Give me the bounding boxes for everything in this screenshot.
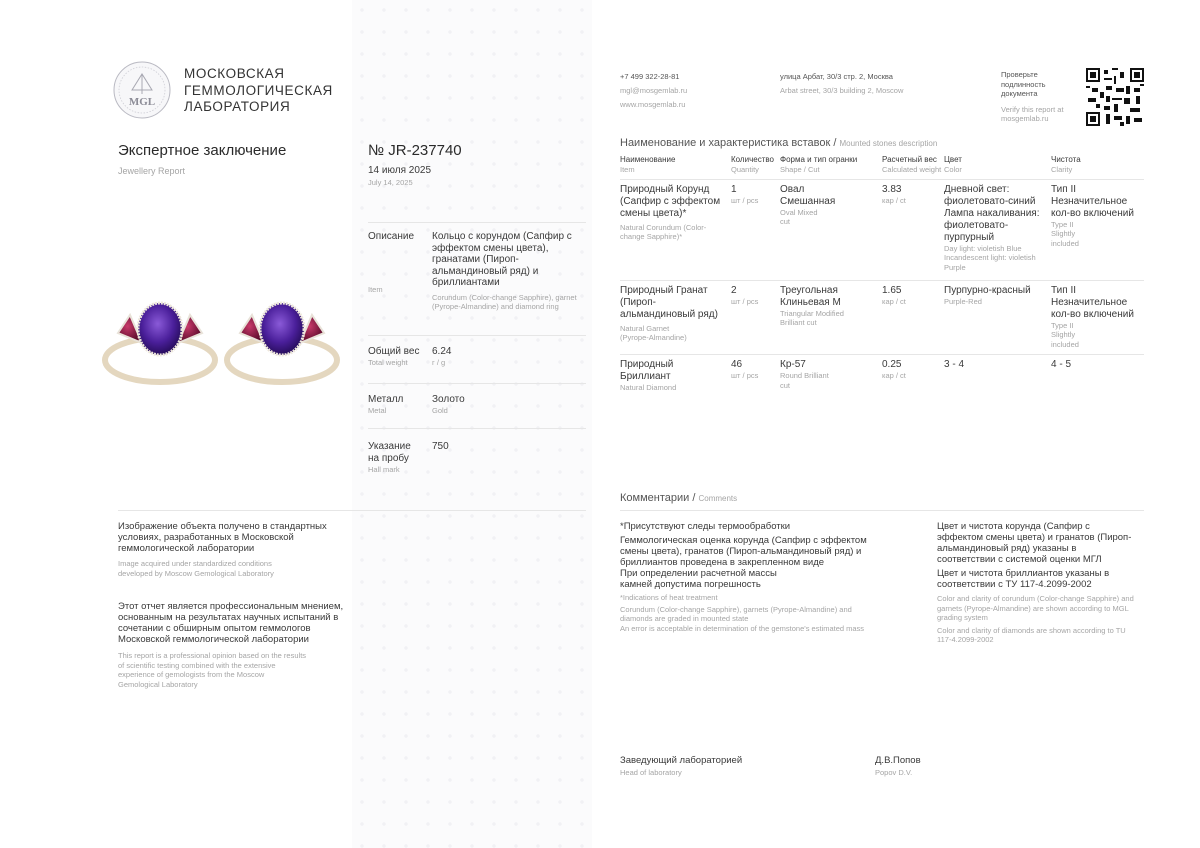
stone-qty: 1 (731, 183, 737, 195)
comment-text: Цвет и чистота корунда (Сапфир с эффектом смены цвета) и гранатов (Пироп-альмандиновый ряд) указаны в соответствии с системой оценки МГЛ (937, 521, 1132, 565)
property-row-weight (368, 335, 586, 383)
column-header: Форма и тип огранки Shape / Cut (780, 155, 882, 179)
comments-right (937, 521, 1137, 645)
disclaimer-text-en: Image acquired under standardized conditions developed by Moscow Gemological Laboratory (118, 559, 274, 578)
address-en: Arbat street, 30/3 building 2, Moscow (780, 86, 904, 95)
lab-name-line: МОСКОВСКАЯ (184, 66, 285, 81)
stone-name: Природный Бриллиант (620, 359, 674, 382)
stone-clarity: Тип II Незначительное кол-во включений (1051, 183, 1134, 219)
report-date: 14 июля 2025 (368, 165, 432, 176)
stone-color-en: Purple-Red (944, 296, 982, 306)
role-ru: Заведующий лабораторией (620, 755, 743, 766)
report-title: Экспертное заключение (118, 142, 287, 159)
property-label: Общий вес (368, 346, 420, 357)
comments-title-en: Comments (698, 494, 738, 503)
stone-cut-en: Oval Mixed cut (780, 207, 818, 226)
role-en: Head of laboratory (620, 768, 682, 777)
stone-color-en: Day light: violetish Blue Incandescent light: violetish Purple (944, 243, 1036, 272)
verify-en: Verify this report at mosgemlab.ru (1001, 104, 1064, 123)
logo-abbr: MGL (128, 96, 156, 108)
column-header: Чистота Clarity (1051, 155, 1144, 179)
stones-title-en: Mounted stones description (839, 139, 938, 148)
disclaimer-image (118, 521, 340, 578)
lab-name-line: ЛАБОРАТОРИЯ (184, 99, 291, 114)
comment-text-en: An error is acceptable in determination of the gemstone's estimated mass (620, 623, 865, 633)
signature-name (875, 755, 921, 778)
stone-name-en: Natural Garnet (Pyrope-Almandine) (620, 323, 687, 342)
property-label: Указание на пробу (368, 441, 411, 464)
column-header: Цвет Color (944, 155, 1051, 179)
table-row: Природный Корунд (Сапфир с эффектом смены цвета)* Natural Corundum (Color-change Sapphire)* 1 шт / pcs Овал Смешанная Oval Mixed cut 3.83 кар / ct Дневной свет: фиолетовато-синий Лампа накаливания: фиолетовато-пурпурный Day light: violetish Blue Incandescent light: violetish Purple Тип II Незначительное кол-во включений Type II Slightly included (620, 179, 1144, 280)
comment-text: При определении расчетной массы камней допустима погрешность (620, 568, 777, 590)
name-ru: Д.В.Попов (875, 755, 921, 766)
divider (620, 510, 1144, 511)
stone-cut-en: Round Brilliant cut (780, 371, 829, 390)
stone-clarity: 4 - 5 (1051, 359, 1072, 370)
table-row: Природный Бриллиант Natural Diamond 46 шт / pcs Кр-57 Round Brilliant cut 0.25 кар / ct 3 - 4 4 - 5 (620, 355, 1144, 398)
stone-qty: 2 (731, 284, 737, 296)
stone-color: Пурпурно-красный (944, 284, 1031, 296)
report-title-en: Jewellery Report (118, 166, 186, 176)
lab-name (184, 66, 333, 116)
property-label: Описание (368, 231, 415, 242)
comment-text: *Присутствуют следы термообработки (620, 521, 791, 532)
property-value-en: Gold (432, 406, 448, 415)
comment-text-en: Color and clarity of diamonds are shown according to TU 117-4.2099-2002 (937, 625, 1126, 644)
property-value-en: Corundum (Color-change Sapphire), garnet (Pyrope-Almandine) and diamond ring (432, 292, 577, 311)
property-label-en: Total weight (368, 358, 408, 367)
property-label: Металл (368, 394, 404, 405)
stone-cut: Овал Смешанная (780, 183, 836, 207)
stone-weight: 3.83 (882, 183, 902, 195)
stones-section-title (620, 137, 937, 149)
contacts-block (620, 70, 687, 112)
lab-name-line: ГЕММОЛОГИЧЕСКАЯ (184, 82, 333, 98)
stone-cut: Треугольная Клиньевая М (780, 284, 841, 308)
number-value: JR-237740 (388, 142, 462, 159)
stones-title-ru: Наименование и характеристика вставок / (620, 137, 837, 149)
column-header: Наименование Item (620, 155, 731, 179)
property-row-description (368, 222, 586, 332)
name-en: Popov D.V. (875, 768, 913, 777)
stone-name-en: Natural Corundum (Color-change Sapphire)* (620, 222, 707, 241)
column-header: Количество Quantity (731, 155, 780, 179)
verify-block (1001, 70, 1071, 124)
comment-text-en: Corundum (Color-change Sapphire), garnets (Pyrope-Almandine) and diamonds are graded in mounted state (620, 604, 852, 623)
table-header-row (620, 155, 1144, 179)
comment-text: Цвет и чистота бриллиантов указаны в соответствии с ТУ 117-4.2099-2002 (937, 568, 1110, 590)
property-label-en: Hall mark (368, 465, 400, 474)
report-date-en: July 14, 2025 (368, 178, 413, 187)
stone-clarity: Тип II Незначительное кол-во включений (1051, 284, 1134, 320)
signature-role (620, 755, 742, 778)
column-header: Расчетный вес Calculated weight (882, 155, 944, 179)
number-prefix: № (368, 142, 385, 159)
phone-number: +7 499 322-28-81 (620, 72, 680, 81)
comment-text: Геммологическая оценка корунда (Сапфир с эффектом смены цвета), гранатов (Пироп-альмандиновый ряд) и бриллиантов проведена в закрепленном виде (620, 535, 867, 568)
stone-color: Дневной свет: фиолетовато-синий Лампа накаливания: фиолетовато-пурпурный (944, 183, 1040, 243)
stone-name: Природный Гранат (Пироп-альмандиновый ряд) (620, 284, 718, 320)
stone-weight: 0.25 (882, 359, 902, 370)
stone-cut-en: Triangular Modified Brilliant cut (780, 308, 844, 327)
disclaimer-text: Изображение объекта получено в стандартных условиях, разработанных в Московской геммологической лаборатории (118, 521, 327, 554)
address-block (780, 70, 903, 98)
stone-cut: Кр-57 (780, 359, 806, 370)
disclaimer-opinion (118, 601, 346, 689)
ring-right (227, 303, 337, 382)
comments-section-title (620, 492, 737, 504)
verify-ru: Проверьте подлинность документа (1001, 70, 1046, 98)
stone-qty: 46 (731, 359, 743, 370)
property-value: Золото (432, 394, 465, 405)
comments-title-ru: Комментарии / (620, 492, 696, 504)
disclaimer-text-en: This report is a professional opinion based on the results of scientific testing combined with the extensive experience of gemologists from the Moscow Gemological Laboratory (118, 651, 307, 689)
mgl-logo-icon (112, 60, 172, 120)
email-link[interactable]: mgl@mosgemlab.ru (620, 86, 688, 95)
ring-left (105, 303, 215, 382)
stone-clarity-en: Type II Slightly included (1051, 320, 1079, 349)
stone-clarity-en: Type II Slightly included (1051, 219, 1079, 248)
property-value: 6.24 (432, 346, 452, 357)
stone-color: 3 - 4 (944, 359, 965, 370)
property-row-hallmark (368, 428, 586, 488)
stones-table (620, 155, 1144, 398)
table-row: Природный Гранат (Пироп-альмандиновый ряд) Natural Garnet (Pyrope-Almandine) 2 шт / pcs Треугольная Клиньевая М Triangular Modified Brilliant cut 1.65 кар / ct Пурпурно-красный Purple-Red Тип II Незначительное кол-во включений Type II Slightly included (620, 280, 1144, 355)
qr-code-icon[interactable] (1086, 68, 1144, 126)
divider (118, 510, 586, 511)
property-value: 750 (432, 441, 449, 452)
property-value: Кольцо с корундом (Сапфир с эффектом смены цвета), гранатами (Пироп-альмандиновый ряд) и бриллиантами (432, 231, 572, 288)
property-row-metal (368, 383, 586, 427)
property-label-en: Item (368, 285, 383, 294)
comments-left (620, 521, 875, 633)
stone-weight: 1.65 (882, 284, 902, 296)
disclaimer-text: Этот отчет является профессиональным мнением, основанным на результатах научных испытаний в сочетании с обширным опытом геммологов Московской геммологической лаборатории (118, 601, 344, 645)
ring-photo (100, 285, 340, 395)
website-link[interactable]: www.mosgemlab.ru (620, 100, 686, 109)
stone-name: Природный Корунд (Сапфир с эффектом смены цвета)* (620, 183, 721, 219)
comment-text-en: Color and clarity of corundum (Color-change Sapphire) and garnets (Pyrope-Almandine) are shown according to MGL grading system (937, 594, 1134, 622)
stone-name-en: Natural Diamond (620, 383, 677, 392)
property-value-en: г / g (432, 358, 446, 367)
report-number (368, 142, 462, 159)
comment-text-en: *Indications of heat treatment (620, 593, 718, 602)
address-ru: улица Арбат, 30/3 стр. 2, Москва (780, 72, 893, 81)
property-label-en: Metal (368, 406, 387, 415)
